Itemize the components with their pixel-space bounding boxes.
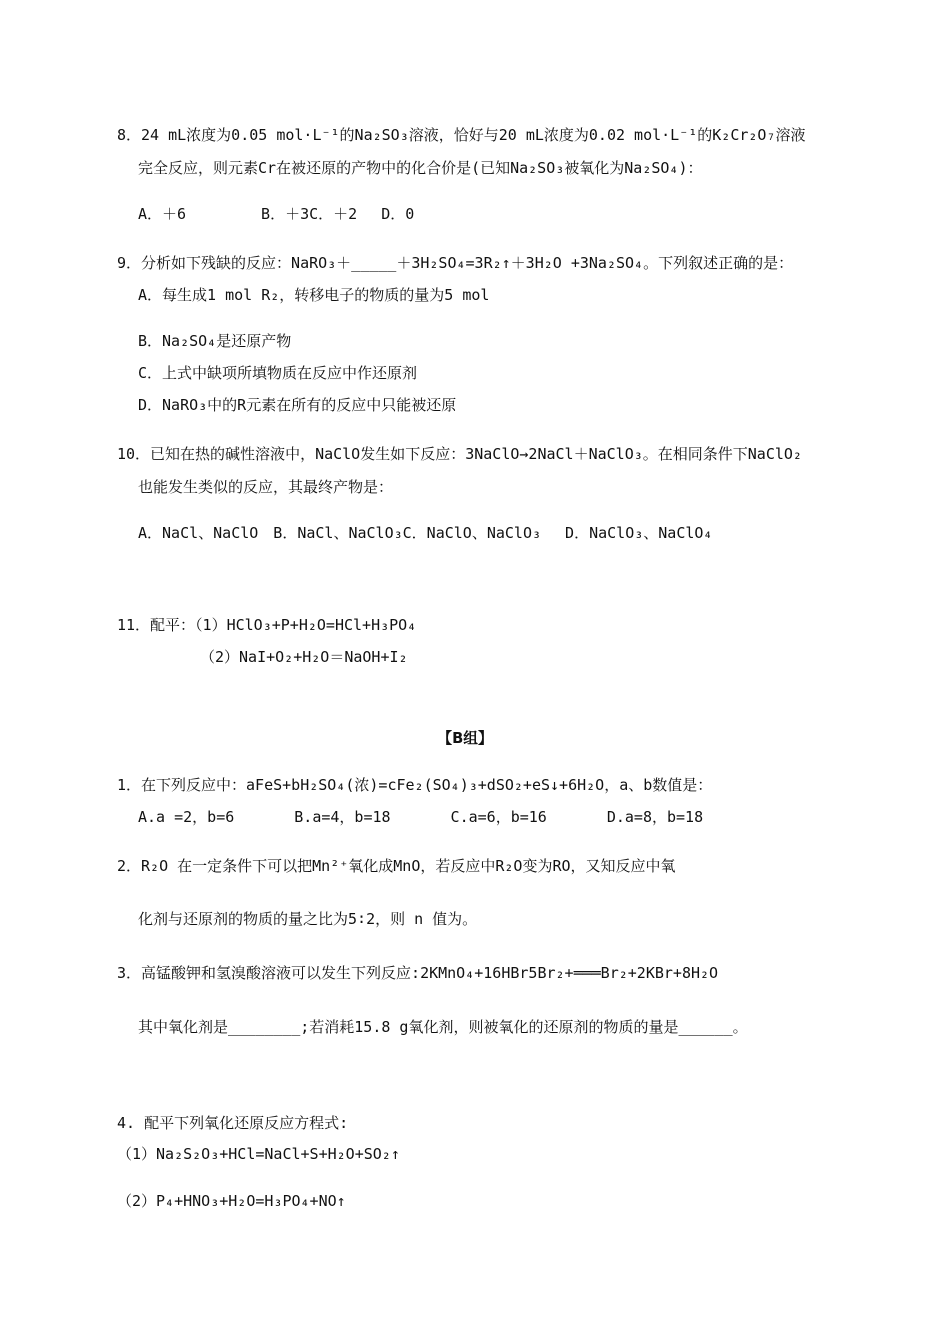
- q9-option-c: C．上式中缺项所填物质在反应中作还原剂: [138, 364, 418, 382]
- b4-item1: （1）Na₂S₂O₃+HCl=NaCl+S+H₂O+SO₂↑: [117, 1145, 400, 1163]
- q8-line2: 完全反应，则元素Cr在被还原的产物中的化合价是(已知Na₂SO₃被氧化为Na₂SO₄)：: [138, 159, 703, 177]
- q10-options: A．NaCl、NaClO B．NaCl、NaClO₃C．NaClO、NaClO₃ D．NaClO₃、NaClO₄: [138, 524, 713, 542]
- q11-line2: （2）NaI+O₂+H₂O＝NaOH+I₂: [200, 648, 408, 666]
- q9-option-d: D．NaRO₃中的R元素在所有的反应中只能被还原: [138, 396, 457, 414]
- q10-line1: 10．已知在热的碱性溶液中，NaClO发生如下反应：3NaClO→2NaCl＋NaClO₃。在相同条件下NaClO₂: [117, 445, 802, 463]
- b1-options: A.a =2，b=6 B.a=4，b=18 C.a=6，b=16 D.a=8，b=18: [138, 808, 704, 826]
- group-b-title: 【B组】: [437, 729, 493, 747]
- q11-line1: 11．配平：（1）HClO₃+P+H₂O=HCl+H₃PO₄: [117, 616, 417, 634]
- b2-line1: 2．R₂O 在一定条件下可以把Mn²⁺氧化成MnO，若反应中R₂O变为RO，又知反应中氧: [117, 857, 676, 875]
- b4-stem: 4. 配平下列氧化还原反应方程式:: [117, 1114, 349, 1132]
- b4-item2: （2）P₄+HNO₃+H₂O=H₃PO₄+NO↑: [117, 1192, 346, 1210]
- q9-stem: 9．分析如下残缺的反应：NaRO₃＋_____＋3H₂SO₄=3R₂↑＋3H₂O +3Na₂SO₄。下列叙述正确的是：: [117, 254, 794, 272]
- q9-option-b: B．Na₂SO₄是还原产物: [138, 332, 292, 350]
- q8-line1: 8．24 mL浓度为0.05 mol·L⁻¹的Na₂SO₃溶液，恰好与20 mL浓度为0.02 mol·L⁻¹的K₂Cr₂O₇溶液: [117, 126, 806, 144]
- q10-line2: 也能发生类似的反应，其最终产物是：: [138, 478, 394, 496]
- b2-line2: 化剂与还原剂的物质的量之比为5∶2，则 n 值为。: [138, 910, 478, 928]
- q8-options: A．＋6 B．＋3C．＋2 D．0: [138, 205, 415, 223]
- b3-line2: 其中氧化剂是________;若消耗15.8 g氧化剂，则被氧化的还原剂的物质的量是______。: [138, 1018, 748, 1036]
- b3-line1: 3．高锰酸钾和氢溴酸溶液可以发生下列反应:2KMnO₄+16HBr5Br₂+═══Br₂+2KBr+8H₂O: [117, 964, 719, 982]
- b1-stem: 1．在下列反应中：aFeS+bH₂SO₄(浓)=cFe₂(SO₄)₃+dSO₂+eS↓+6H₂O，a、b数值是：: [117, 776, 713, 794]
- q9-option-a: A．每生成1 mol R₂，转移电子的物质的量为5 mol: [138, 286, 490, 304]
